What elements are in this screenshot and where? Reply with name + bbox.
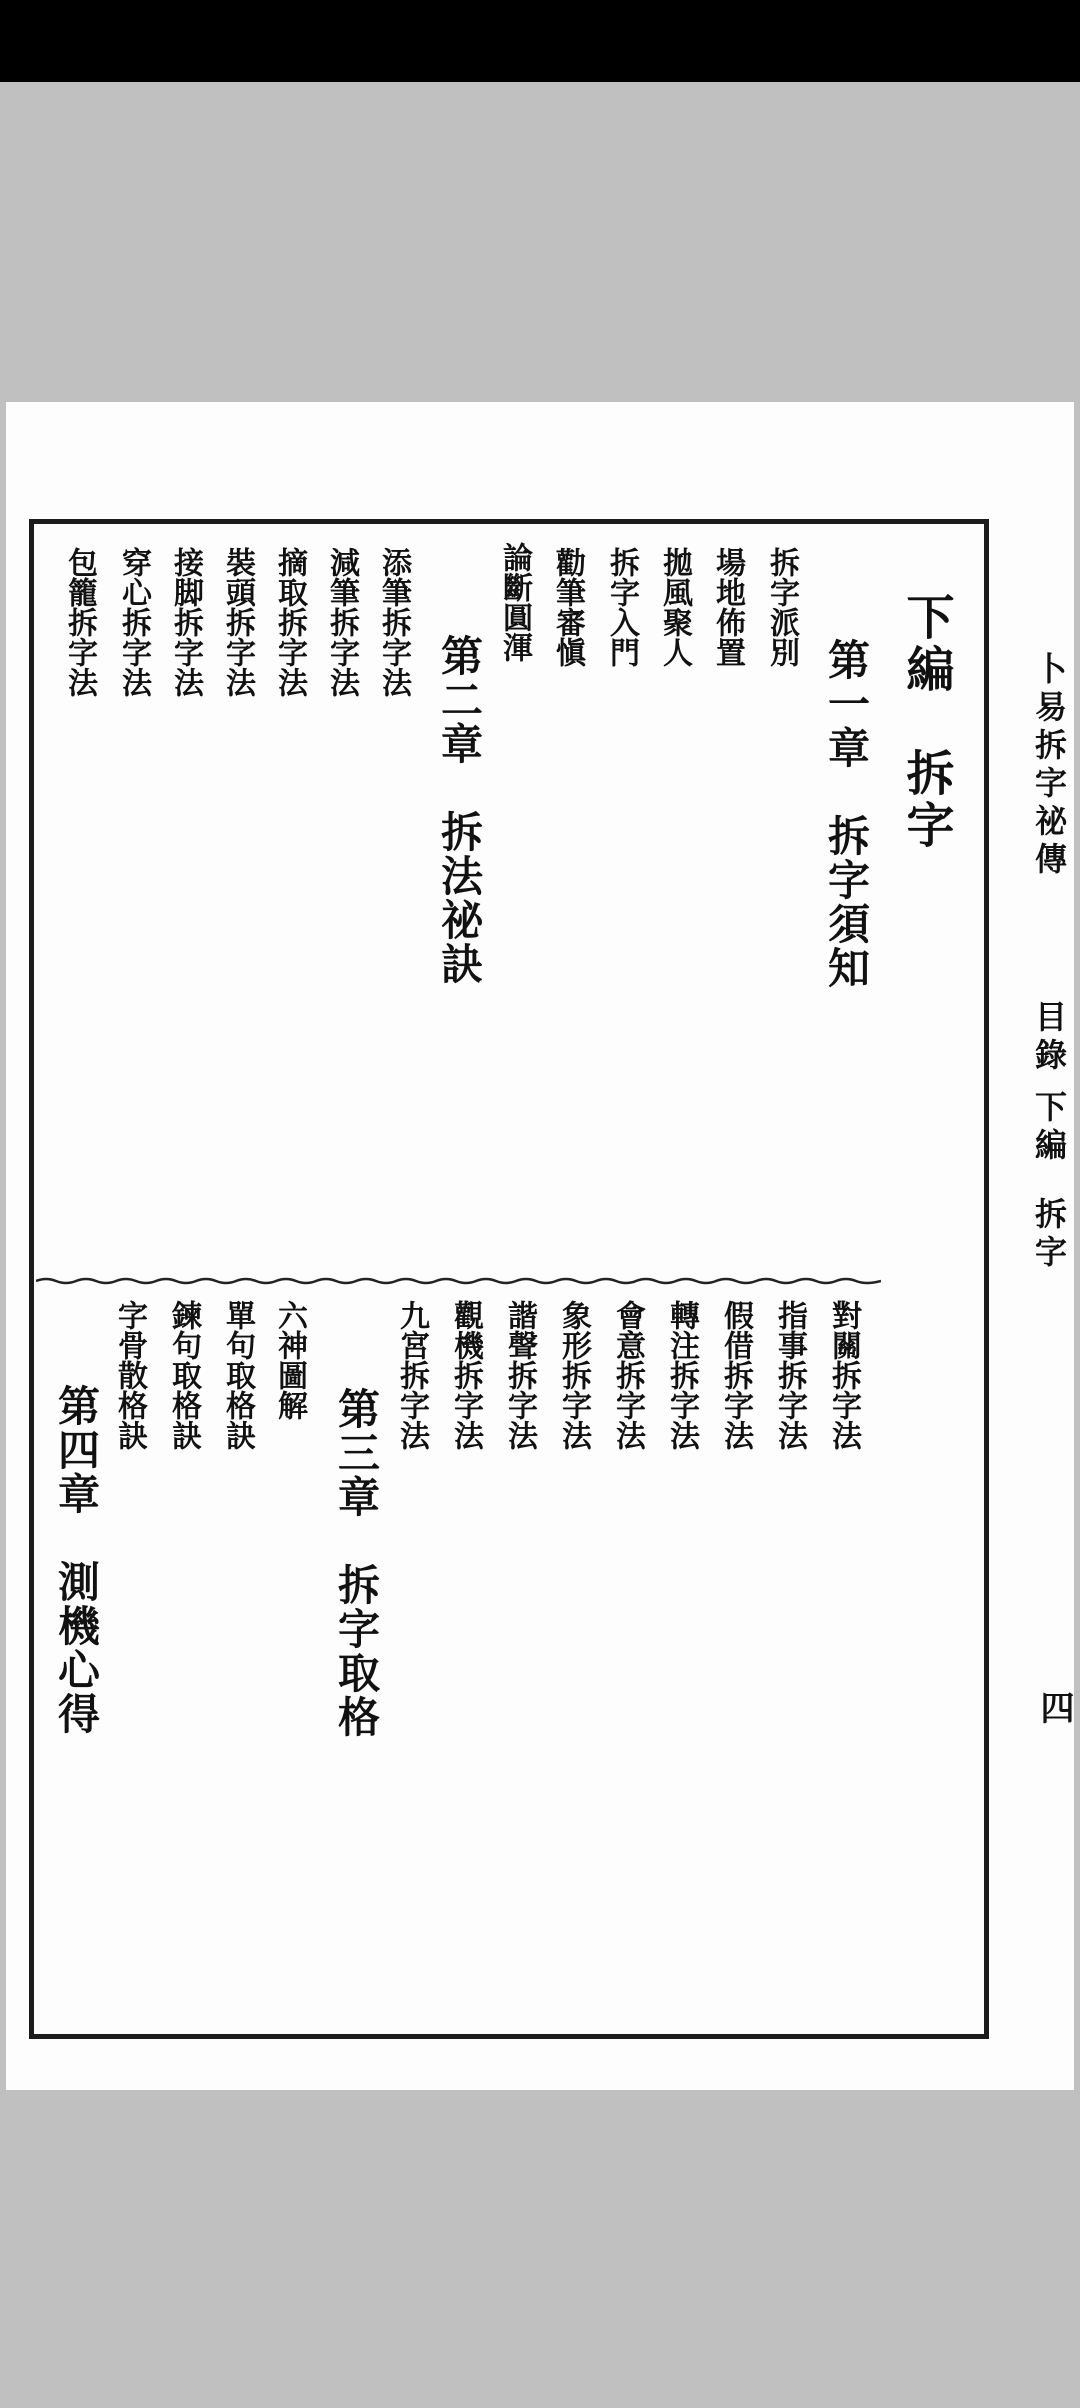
chapter-1-item: 拆字派別 (764, 547, 799, 667)
chapter-2-item: 穿心拆字法 (116, 547, 151, 697)
chapter-3-item: 單句取格訣 (220, 1300, 255, 1450)
chapter-4-title: 第四章 測機心得 (52, 1384, 101, 1736)
chapter-2-item: 接脚拆字法 (168, 547, 203, 697)
chapter-3-item: 鍊句取格訣 (166, 1300, 201, 1450)
chapter-2-item: 添筆拆字法 (376, 547, 411, 697)
page-number: 四 (1034, 1690, 1074, 1724)
chapter-2-item: 轉注拆字法 (664, 1300, 699, 1450)
chapter-1-item: 勸筆審愼 (550, 547, 585, 667)
chapter-3-title: 第三章 拆字取格 (332, 1387, 381, 1739)
scanned-page (6, 402, 1074, 2090)
chapter-2-item: 減筆拆字法 (324, 547, 359, 697)
chapter-2-item: 會意拆字法 (610, 1300, 645, 1450)
chapter-2-item: 包籠拆字法 (62, 547, 97, 697)
running-head-topic: 拆字 (1030, 1197, 1068, 1273)
chapter-2-item: 觀機拆字法 (448, 1300, 483, 1450)
running-head-part: 下編 (1030, 1090, 1068, 1166)
chapter-1-title: 第一章 拆字須知 (822, 638, 871, 990)
chapter-2-item: 裝頭拆字法 (220, 547, 255, 697)
chapter-2-item: 假借拆字法 (718, 1300, 753, 1450)
chapter-2-item: 摘取拆字法 (272, 547, 307, 697)
top-black-bar (0, 0, 1080, 82)
chapter-2-title: 第二章 拆法祕訣 (435, 634, 484, 986)
chapter-1-item: 場地佈置 (710, 547, 745, 667)
chapter-3-item: 字骨散格訣 (112, 1300, 147, 1450)
wavy-divider (36, 1277, 881, 1285)
chapter-2-item: 諧聲拆字法 (502, 1300, 537, 1450)
chapter-2-item: 對關拆字法 (826, 1300, 861, 1450)
chapter-1-item: 拋風聚人 (657, 547, 692, 667)
running-head-section: 目錄 (1030, 1000, 1068, 1076)
running-head-title: 卜易拆字祕傳 (1030, 652, 1068, 880)
part-title: 下編 拆字 (898, 592, 954, 852)
chapter-1-item: 論斷圓渾 (497, 542, 532, 662)
chapter-1-item: 拆字入門 (604, 547, 639, 667)
chapter-3-item: 六神圖解 (272, 1300, 307, 1420)
chapter-2-item: 指事拆字法 (772, 1300, 807, 1450)
chapter-2-item: 象形拆字法 (556, 1300, 591, 1450)
chapter-2-item: 九宮拆字法 (394, 1300, 429, 1450)
